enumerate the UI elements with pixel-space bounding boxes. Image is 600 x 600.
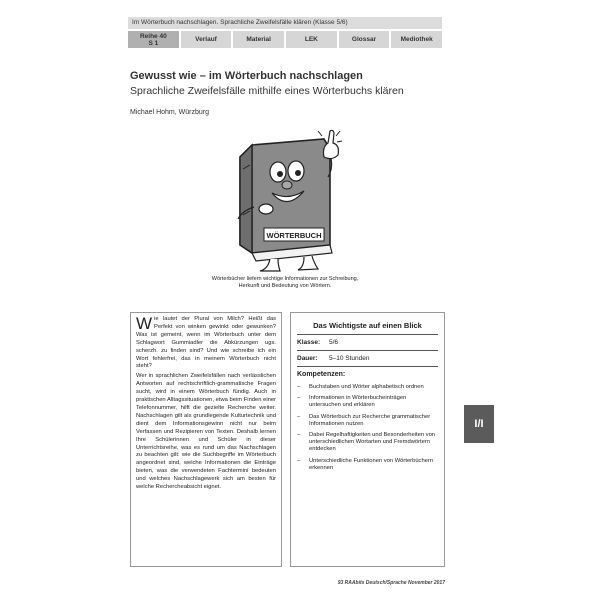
dauer-row — [297, 355, 438, 362]
drop-cap: W — [136, 314, 153, 333]
list-item-text: Informationen in Wörterbucheinträgen untersuchen und erklären — [309, 395, 407, 409]
overview-title: Das Wichtigste auf einen Blick — [313, 321, 422, 330]
page-subtitle: Sprachliche Zweifelsfälle mithilfe eines Wörterbuchs klären — [130, 85, 404, 97]
nav-item-reihe[interactable] — [128, 31, 179, 48]
nav-bar — [128, 31, 442, 48]
nav-item-material[interactable]: Material — [233, 31, 284, 48]
nav-item-glossar[interactable]: Glossar — [339, 31, 390, 48]
nav-item-reihe-page: S 1 — [148, 39, 159, 47]
breadcrumb: Im Wörterbuch nachschlagen. Sprachliche Zweifelsfälle klären (Klasse 5/6) — [128, 17, 442, 29]
page-title: Gewusst wie – im Wörterbuch nachschlagen — [130, 70, 363, 82]
nav-item-lek[interactable]: LEK — [286, 31, 337, 48]
bullet-dash: – — [297, 457, 301, 464]
intro-paragraph-2: Wer in sprachlichen Zweifelsfällen nach verlässlichen Antworten auf rechtschriftlich-grammatische Fragen sucht, wird in einem Wörterbuch fündig. Auch in praktischen Alltagssituationen, etwa beim Finden einer Telefonnummer, hilft die gezielte Recherche weiter. Nachschlagen gilt als grundlegende Kulturtechnik und dient dem Informationsgewinn nicht nur beim Verfassen und Rezipieren von Texten. Deshalb lernen Ihre Schülerinnen und Schüler in dieser Unterrichtsreihe, was es rund um das Nachschlagen zu beachten gilt: wie die Suchbegriffe im Wörterbuch angeordnet sind, welche Informationen die Einträge bieten, was die verwendeten Fachtermini bedeuten und welches Nachschlagewerk sich am besten für welche Rechercheabsicht eignet. — [136, 373, 276, 491]
list-item — [297, 414, 438, 428]
klasse-label: Klasse: — [297, 339, 321, 346]
illustration-caption — [180, 276, 390, 290]
dauer-value: 5–10 Stunden — [329, 355, 370, 362]
bullet-dash: – — [297, 384, 301, 390]
intro-text-box — [130, 312, 282, 567]
nav-item-verlauf[interactable]: Verlauf — [181, 31, 232, 48]
list-item — [297, 395, 438, 409]
divider — [297, 366, 438, 367]
bullet-dash: – — [297, 432, 301, 439]
book-label: WÖRTERBUCH — [266, 231, 322, 240]
intro-paragraph-1 — [136, 316, 276, 371]
caption-line-2: Herkunft und Bedeutung von Wörtern. — [238, 283, 332, 289]
list-item — [297, 432, 438, 454]
klasse-value: 5/6 — [329, 339, 339, 346]
list-item — [297, 384, 438, 391]
kompetenzen-label: Kompetenzen: — [297, 371, 346, 378]
divider — [297, 350, 438, 351]
bullet-dash: – — [297, 413, 301, 420]
bullet-dash: – — [297, 395, 301, 402]
overview-box — [290, 312, 445, 567]
klasse-row — [297, 339, 438, 346]
caption-line-1: Wörterbücher liefern wichtige Informationen zur Schreibung, — [211, 276, 359, 282]
author: Michael Hohm, Würzburg — [130, 109, 209, 116]
dauer-label: Dauer: — [297, 355, 318, 362]
footer-source: 93 RAAbits Deutsch/Sprache November 2017 — [337, 580, 445, 586]
divider — [297, 334, 438, 335]
list-item-text: Buchstaben und Wörter alphabetisch ordnen — [309, 384, 424, 390]
nav-item-mediothek[interactable]: Mediothek — [391, 31, 442, 48]
list-item-text: Dabei Regelhaftigkeiten und Besonderheiten von unterschiedlichen Wortarten und Fremdwörtern entdecken — [309, 432, 436, 453]
dictionary-character-illustration — [212, 127, 352, 274]
list-item-text: Das Wörterbuch zur Recherche grammatischer Informationen nutzen — [309, 413, 431, 427]
list-item — [297, 458, 438, 472]
intro-paragraph-1-text: ie lautet der Plural von Milch? Heißt das Perfekt von winken gewinkt oder gewunken? Was ist gemeint, wenn im Wörterbuch unter dem Schlagwort Gummiadler die Abkürzungen ugs. scherzh. zu finden sind? Und wie schreibe ich ein Wort fehlerfrei, das in meinem Wörterbuch nicht steht? — [136, 316, 276, 370]
section-tab[interactable]: I/I — [464, 405, 494, 443]
kompetenzen-list — [297, 384, 438, 472]
list-item-text: Unterschiedliche Funktionen von Wörterbüchern erkennen — [309, 457, 434, 471]
nav-item-reihe-label: Reihe 40 — [139, 32, 167, 40]
